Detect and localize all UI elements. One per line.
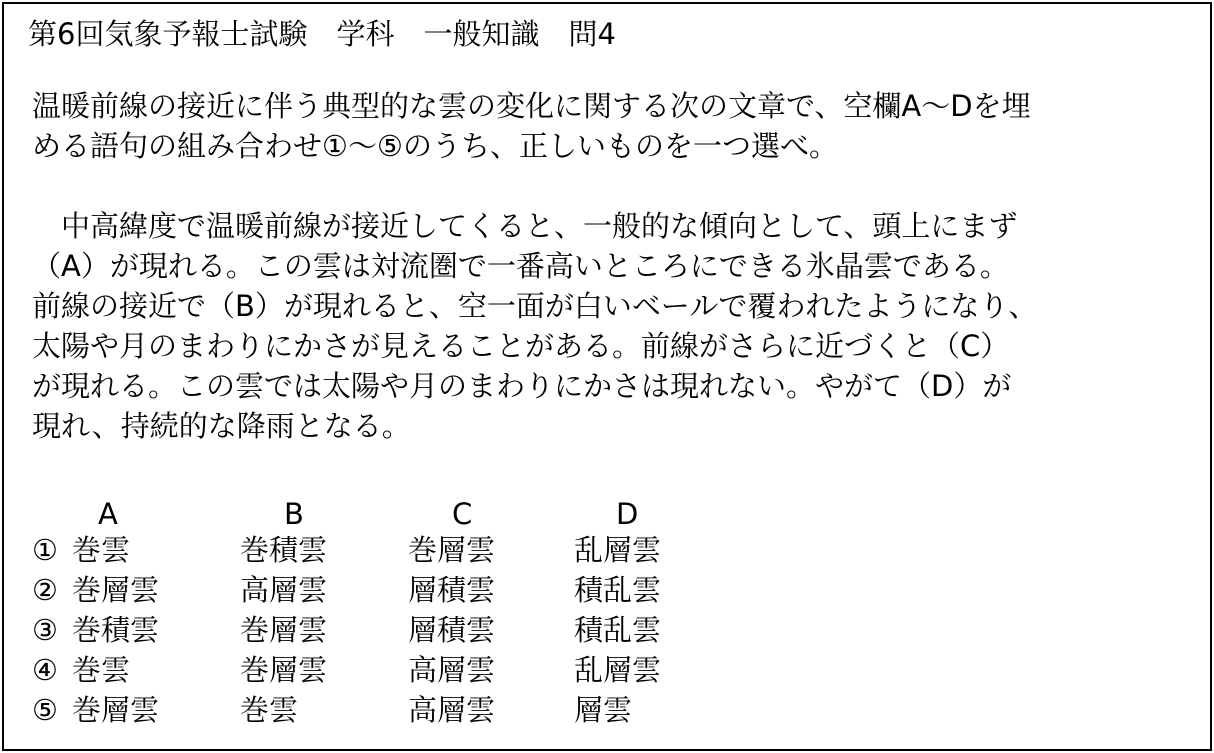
- choice-number: ①: [32, 533, 58, 567]
- choice-cell-a: 巻積雲: [72, 613, 160, 647]
- choice-cell-b: 高層雲: [240, 573, 328, 607]
- choice-cell-c: 高層雲: [408, 693, 496, 727]
- exam-title: 第6回気象予報士試験 学科 一般知識 問4: [28, 17, 616, 51]
- column-header-a: A: [98, 497, 118, 531]
- passage-line: が現れる。この雲では太陽や月のまわりにかさは現れない。やがて（D）が: [32, 369, 1012, 403]
- choice-cell-c: 層積雲: [408, 573, 496, 607]
- question-text: [32, 86, 1192, 166]
- choice-number: ④: [32, 653, 58, 687]
- choice-cell-b: 巻層雲: [240, 613, 328, 647]
- choice-cell-a: 巻雲: [72, 653, 131, 687]
- choice-cell-a: 巻雲: [72, 533, 131, 567]
- choice-cell-c: 巻層雲: [408, 533, 496, 567]
- choice-cell-d: 積乱雲: [574, 613, 662, 647]
- passage-line: 現れ、持続的な降雨となる。: [32, 409, 411, 443]
- choice-cell-d: 乱層雲: [574, 533, 662, 567]
- choice-cell-d: 層雲: [574, 693, 633, 727]
- passage-line: （A）が現れる。この雲は対流圏で一番高いところにできる氷晶雲である。: [32, 249, 1009, 283]
- choice-cell-a: 巻層雲: [72, 693, 160, 727]
- passage-text: [32, 206, 1192, 446]
- question-line: める語句の組み合わせ①〜⑤のうち、正しいものを一つ選べ。: [32, 129, 838, 163]
- passage-line: 中高緯度で温暖前線が接近してくると、一般的な傾向として、頭上にまず: [32, 209, 1018, 243]
- choice-cell-b: 巻雲: [240, 693, 299, 727]
- passage-line: 前線の接近で（B）が現れると、空一面が白いベールで覆われたようになり、: [32, 289, 1038, 323]
- column-header-c: C: [452, 497, 473, 531]
- passage-line: 太陽や月のまわりにかさが見えることがある。前線がさらに近づくと（C）: [32, 329, 1010, 363]
- choice-cell-b: 巻積雲: [240, 533, 328, 567]
- choice-cell-b: 巻層雲: [240, 653, 328, 687]
- choice-number: ②: [32, 573, 58, 607]
- column-header-d: D: [616, 497, 639, 531]
- choice-number: ⑤: [32, 693, 58, 727]
- question-line: 温暖前線の接近に伴う典型的な雲の変化に関する次の文章で、空欄A〜Dを埋: [32, 89, 1031, 123]
- choice-cell-c: 層積雲: [408, 613, 496, 647]
- choice-cell-c: 高層雲: [408, 653, 496, 687]
- column-header-b: B: [284, 497, 304, 531]
- choice-number: ③: [32, 613, 58, 647]
- choice-cell-d: 乱層雲: [574, 653, 662, 687]
- choice-cell-d: 積乱雲: [574, 573, 662, 607]
- choice-cell-a: 巻層雲: [72, 573, 160, 607]
